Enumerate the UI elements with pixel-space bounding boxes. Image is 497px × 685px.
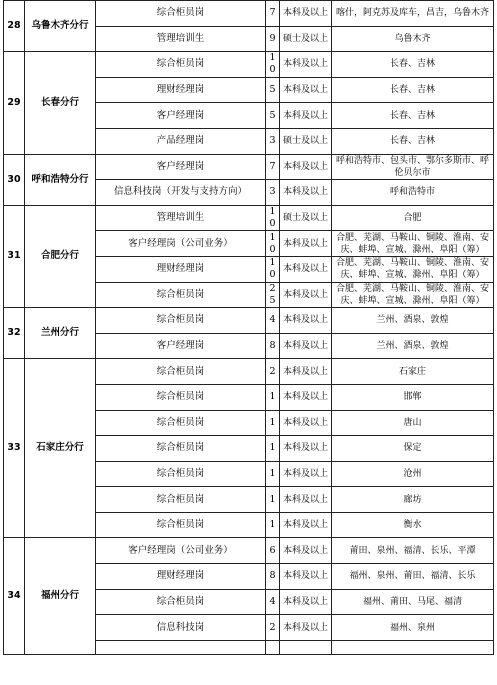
headcount bbox=[266, 640, 280, 654]
education-requirement: 本科及以上 bbox=[280, 410, 332, 436]
branch-name: 福州分行 bbox=[25, 538, 96, 654]
post-name: 管理培训生 bbox=[96, 26, 266, 52]
education-requirement: 硕士及以上 bbox=[280, 128, 332, 154]
work-location: 合肥、芜湖、马鞍山、铜陵、淮南、安庆、蚌埠、宣城、滁州、阜阳（筹） bbox=[332, 282, 494, 308]
post-name: 综合柜员岗 bbox=[96, 589, 266, 615]
post-name bbox=[96, 640, 266, 654]
education-requirement: 本科及以上 bbox=[280, 282, 332, 308]
headcount: 4 bbox=[266, 589, 280, 615]
education-requirement: 本科及以上 bbox=[280, 615, 332, 641]
post-name: 客户经理岗 bbox=[96, 103, 266, 129]
post-name: 综合柜员岗 bbox=[96, 52, 266, 78]
education-requirement: 本科及以上 bbox=[280, 359, 332, 385]
education-requirement: 本科及以上 bbox=[280, 180, 332, 206]
recruitment-table bbox=[3, 0, 494, 655]
education-requirement: 本科及以上 bbox=[280, 538, 332, 564]
education-requirement: 本科及以上 bbox=[280, 256, 332, 282]
headcount: 8 bbox=[266, 564, 280, 590]
education-requirement: 本科及以上 bbox=[280, 103, 332, 129]
table-row bbox=[4, 308, 494, 334]
headcount: 2 bbox=[266, 359, 280, 385]
post-name: 客户经理岗（公司业务） bbox=[96, 231, 266, 257]
work-location bbox=[332, 640, 494, 654]
post-name: 综合柜员岗 bbox=[96, 359, 266, 385]
headcount: 7 bbox=[266, 1, 280, 27]
education-requirement: 本科及以上 bbox=[280, 512, 332, 538]
post-name: 理财经理岗 bbox=[96, 77, 266, 103]
education-requirement: 本科及以上 bbox=[280, 154, 332, 180]
work-location: 长春、吉林 bbox=[332, 77, 494, 103]
headcount: 10 bbox=[266, 205, 280, 231]
work-location: 长春、吉林 bbox=[332, 103, 494, 129]
education-requirement: 本科及以上 bbox=[280, 436, 332, 462]
branch-number: 29 bbox=[4, 52, 25, 154]
post-name: 综合柜员岗 bbox=[96, 282, 266, 308]
work-location: 衡水 bbox=[332, 512, 494, 538]
headcount: 7 bbox=[266, 154, 280, 180]
work-location: 呼和浩特市、包头市、鄂尔多斯市、呼伦贝尔市 bbox=[332, 154, 494, 180]
work-location: 福州、莆田、马尾、福清 bbox=[332, 589, 494, 615]
education-requirement: 硕士及以上 bbox=[280, 26, 332, 52]
work-location: 乌鲁木齐 bbox=[332, 26, 494, 52]
post-name: 信息科技岗（开发与支持方向） bbox=[96, 180, 266, 206]
branch-number: 32 bbox=[4, 308, 25, 359]
work-location: 长春、吉林 bbox=[332, 128, 494, 154]
branch-number: 34 bbox=[4, 538, 25, 654]
post-name: 综合柜员岗 bbox=[96, 410, 266, 436]
headcount: 10 bbox=[266, 231, 280, 257]
post-name: 客户经理岗 bbox=[96, 154, 266, 180]
headcount: 25 bbox=[266, 282, 280, 308]
branch-number: 30 bbox=[4, 154, 25, 205]
branch-name: 呼和浩特分行 bbox=[25, 154, 96, 205]
branch-name: 石家庄分行 bbox=[25, 359, 96, 538]
post-name: 理财经理岗 bbox=[96, 256, 266, 282]
headcount: 3 bbox=[266, 180, 280, 206]
work-location: 保定 bbox=[332, 436, 494, 462]
work-location: 长春、吉林 bbox=[332, 52, 494, 78]
work-location: 廊坊 bbox=[332, 487, 494, 513]
work-location: 福州、泉州、莆田、福清、长乐 bbox=[332, 564, 494, 590]
work-location: 兰州、酒泉、敦煌 bbox=[332, 333, 494, 359]
work-location: 沧州 bbox=[332, 461, 494, 487]
work-location: 唐山 bbox=[332, 410, 494, 436]
table-row bbox=[4, 52, 494, 78]
headcount: 1 bbox=[266, 410, 280, 436]
branch-name: 长春分行 bbox=[25, 52, 96, 154]
table-body bbox=[4, 1, 494, 655]
post-name: 理财经理岗 bbox=[96, 564, 266, 590]
headcount: 1 bbox=[266, 512, 280, 538]
branch-number: 28 bbox=[4, 1, 25, 52]
headcount: 10 bbox=[266, 256, 280, 282]
education-requirement: 本科及以上 bbox=[280, 231, 332, 257]
headcount: 8 bbox=[266, 333, 280, 359]
education-requirement bbox=[280, 640, 332, 654]
headcount: 1 bbox=[266, 487, 280, 513]
headcount: 1 bbox=[266, 436, 280, 462]
education-requirement: 本科及以上 bbox=[280, 461, 332, 487]
work-location: 喀什，阿克苏及库车，昌吉，乌鲁木齐 bbox=[332, 1, 494, 27]
post-name: 综合柜员岗 bbox=[96, 384, 266, 410]
education-requirement: 硕士及以上 bbox=[280, 205, 332, 231]
headcount: 3 bbox=[266, 128, 280, 154]
post-name: 综合柜员岗 bbox=[96, 436, 266, 462]
headcount: 1 bbox=[266, 461, 280, 487]
branch-number: 31 bbox=[4, 205, 25, 307]
education-requirement: 本科及以上 bbox=[280, 77, 332, 103]
table-row bbox=[4, 1, 494, 27]
work-location: 莆田、泉州、福清、长乐、平潭 bbox=[332, 538, 494, 564]
headcount: 5 bbox=[266, 103, 280, 129]
education-requirement: 本科及以上 bbox=[280, 1, 332, 27]
education-requirement: 本科及以上 bbox=[280, 52, 332, 78]
table-row bbox=[4, 538, 494, 564]
education-requirement: 本科及以上 bbox=[280, 487, 332, 513]
work-location: 邯郸 bbox=[332, 384, 494, 410]
post-name: 综合柜员岗 bbox=[96, 1, 266, 27]
branch-number: 33 bbox=[4, 359, 25, 538]
work-location: 合肥 bbox=[332, 205, 494, 231]
education-requirement: 本科及以上 bbox=[280, 308, 332, 334]
work-location: 呼和浩特市 bbox=[332, 180, 494, 206]
work-location: 合肥、芜湖、马鞍山、铜陵、淮南、安庆、蚌埠、宣城、滁州、阜阳（筹） bbox=[332, 256, 494, 282]
table-row bbox=[4, 205, 494, 231]
work-location: 合肥、芜湖、马鞍山、铜陵、淮南、安庆、蚌埠、宣城、滁州、阜阳（筹） bbox=[332, 231, 494, 257]
education-requirement: 本科及以上 bbox=[280, 384, 332, 410]
headcount: 2 bbox=[266, 615, 280, 641]
branch-name: 合肥分行 bbox=[25, 205, 96, 307]
table-row bbox=[4, 359, 494, 385]
post-name: 综合柜员岗 bbox=[96, 512, 266, 538]
branch-name: 乌鲁木齐分行 bbox=[25, 1, 96, 52]
education-requirement: 本科及以上 bbox=[280, 333, 332, 359]
headcount: 10 bbox=[266, 52, 280, 78]
post-name: 综合柜员岗 bbox=[96, 308, 266, 334]
work-location: 石家庄 bbox=[332, 359, 494, 385]
post-name: 综合柜员岗 bbox=[96, 487, 266, 513]
table-row bbox=[4, 154, 494, 180]
branch-name: 兰州分行 bbox=[25, 308, 96, 359]
headcount: 6 bbox=[266, 538, 280, 564]
post-name: 产品经理岗 bbox=[96, 128, 266, 154]
headcount: 1 bbox=[266, 384, 280, 410]
post-name: 信息科技岗 bbox=[96, 615, 266, 641]
education-requirement: 本科及以上 bbox=[280, 589, 332, 615]
work-location: 兰州、酒泉、敦煌 bbox=[332, 308, 494, 334]
post-name: 客户经理岗 bbox=[96, 333, 266, 359]
work-location: 福州、泉州 bbox=[332, 615, 494, 641]
post-name: 管理培训生 bbox=[96, 205, 266, 231]
education-requirement: 本科及以上 bbox=[280, 564, 332, 590]
headcount: 4 bbox=[266, 308, 280, 334]
post-name: 综合柜员岗 bbox=[96, 461, 266, 487]
headcount: 9 bbox=[266, 26, 280, 52]
post-name: 客户经理岗（公司业务） bbox=[96, 538, 266, 564]
headcount: 5 bbox=[266, 77, 280, 103]
